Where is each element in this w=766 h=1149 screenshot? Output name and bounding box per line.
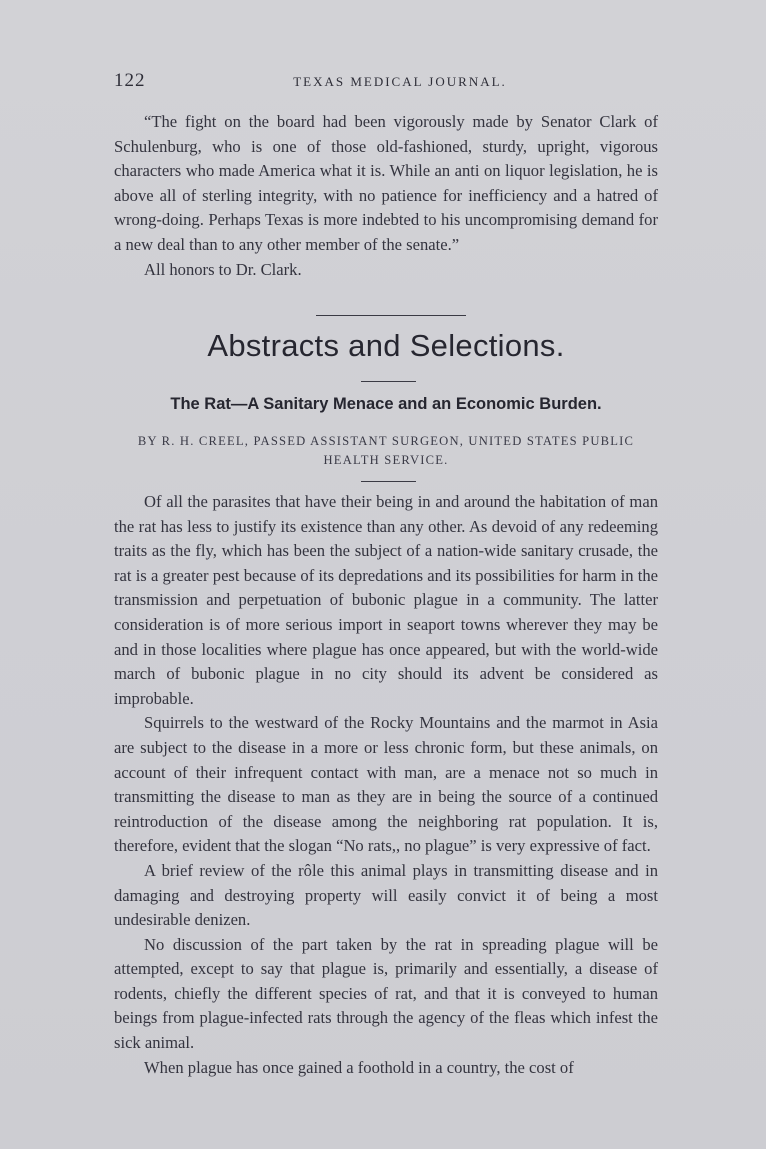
heading-divider xyxy=(361,381,416,382)
byline-divider xyxy=(361,481,416,482)
article-paragraph: Of all the parasites that have their being in and around the habitation of man the rat has less to justify its existence than any other. As devoid of any redeeming traits as the fly, which has been the subject of a nation-wide sanitary crusade, the rat is a greater pest because of its depredations and its possibilities for harm in the transmission and perpetuation of bubonic plague in a community. The latter consideration is of more serious import in seaport towns wherever they may be and in those localities where plague has once appeared, but with the world-wide march of bubonic plague in no city should its advent be considered as improbable. xyxy=(114,492,658,708)
quote-paragraph: “The fight on the board had been vigorously made by Senator Clark of Schulenburg, who is one of those old-fashioned, sturdy, upright, vigorous characters who made America what it is. While an anti on liquor legislation, he is above all of sterling integrity, with no patience for inefficiency and a hatred of wrong-doing. Perhaps Texas is more indebted to his uncompromising demand for a new deal than to any other member of the senate.” xyxy=(114,112,658,254)
article-title: The Rat—A Sanitary Menace and an Economic Burden. xyxy=(170,395,602,413)
article-paragraph: A brief review of the rôle this animal plays in transmitting disease and in damaging and destroying property will easily convict it of being a most undesirable denizen. xyxy=(114,860,658,930)
article-paragraph: When plague has once gained a foothold in a country, the cost of xyxy=(144,1057,574,1077)
byline xyxy=(114,432,658,470)
section-divider xyxy=(316,315,466,316)
page-number: 122 xyxy=(114,70,146,91)
byline-line: BY R. H. CREEL, PASSED ASSISTANT SURGEON, UNITED STATES PUBLIC xyxy=(137,434,635,448)
article-paragraph: Squirrels to the westward of the Rocky Mountains and the marmot in Asia are subject to the disease in a more or less chronic form, but these animals, on account of their infrequent contact with man, are a menace not so much in transmitting the disease to man as they are in being the source of a continued reintroduction of the disease among the neighboring rat population. It is, therefore, evident that the slogan “No rats,, no plague” is very expressive of fact. xyxy=(114,713,658,856)
article-paragraph: No discussion of the part taken by the rat in spreading plague will be attempted, except to say that plague is, primarily and essentially, a disease of rodents, chiefly the different species of rat, and that it is conveyed to human beings from plague-infected rats through the agency of the fleas which infest the sick animal. xyxy=(114,934,658,1053)
section-heading: Abstracts and Selections. xyxy=(207,328,565,363)
journal-title: TEXAS MEDICAL JOURNAL. xyxy=(293,74,507,89)
closing-remark: All honors to Dr. Clark. xyxy=(144,259,302,279)
running-head xyxy=(114,70,666,94)
quote-block xyxy=(114,110,658,282)
article-body xyxy=(114,490,658,1080)
byline-line: HEALTH SERVICE. xyxy=(323,453,449,467)
